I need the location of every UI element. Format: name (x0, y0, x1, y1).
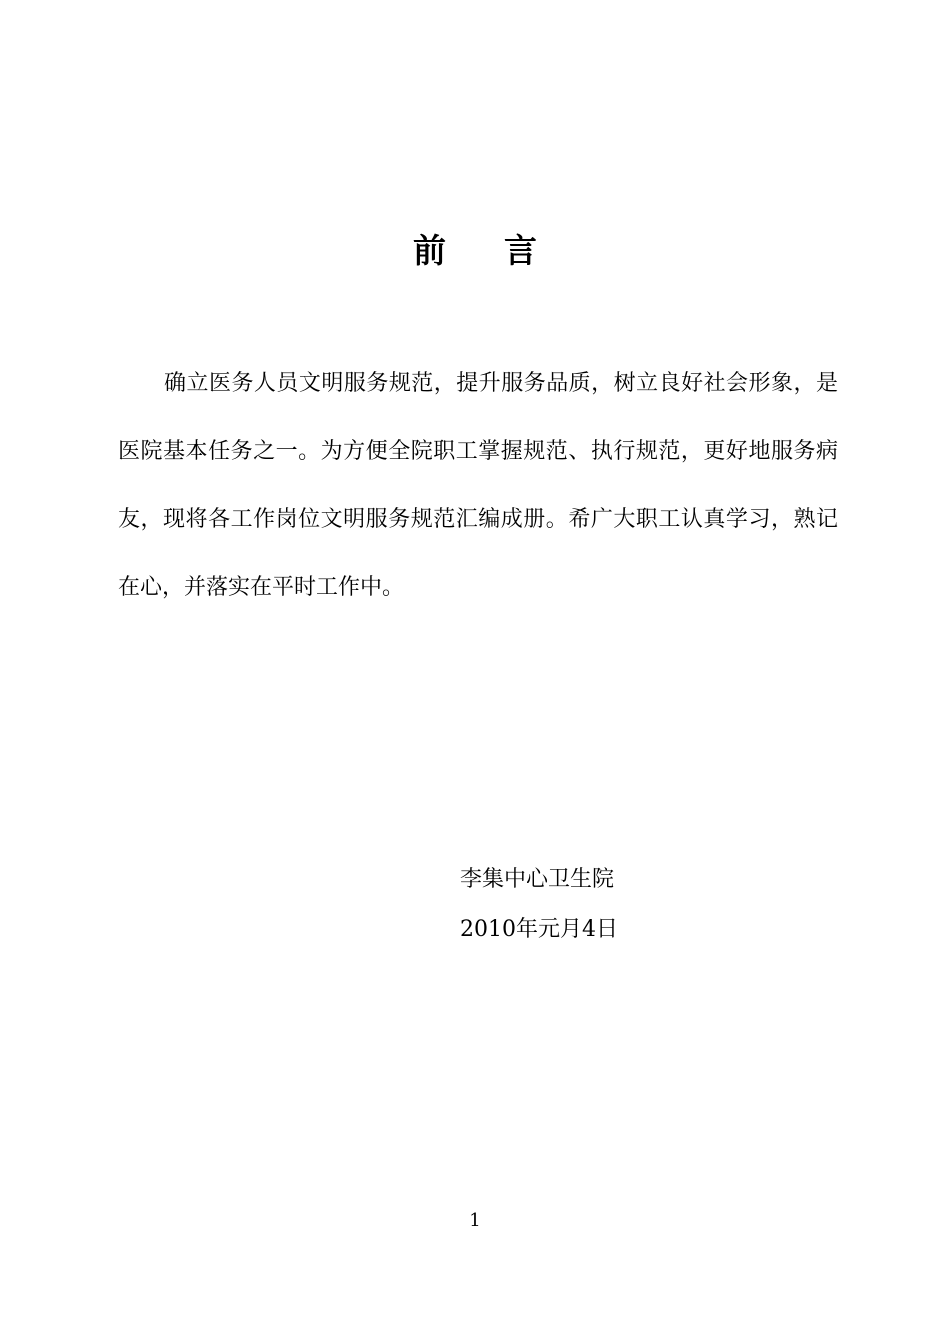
signature-block (460, 858, 618, 952)
title-char-1: 前 (413, 231, 446, 270)
signature-date: 2010年元月4日 (460, 917, 618, 942)
page-number: 1 (469, 1210, 481, 1231)
signature-organization: 李集中心卫生院 (460, 867, 615, 892)
title-char-2: 言 (504, 231, 537, 270)
preface-paragraph: 确立医务人员文明服务规范，提升服务品质，树立良好社会形象，是医院基本任务之一。为方便全院职工掌握规范、执行规范，更好地服务病友，现将各工作岗位文明服务规范汇编成册。希广大职工认真学习，熟记在心，并落实在平时工作中。 (118, 371, 838, 600)
page-title (0, 226, 950, 276)
